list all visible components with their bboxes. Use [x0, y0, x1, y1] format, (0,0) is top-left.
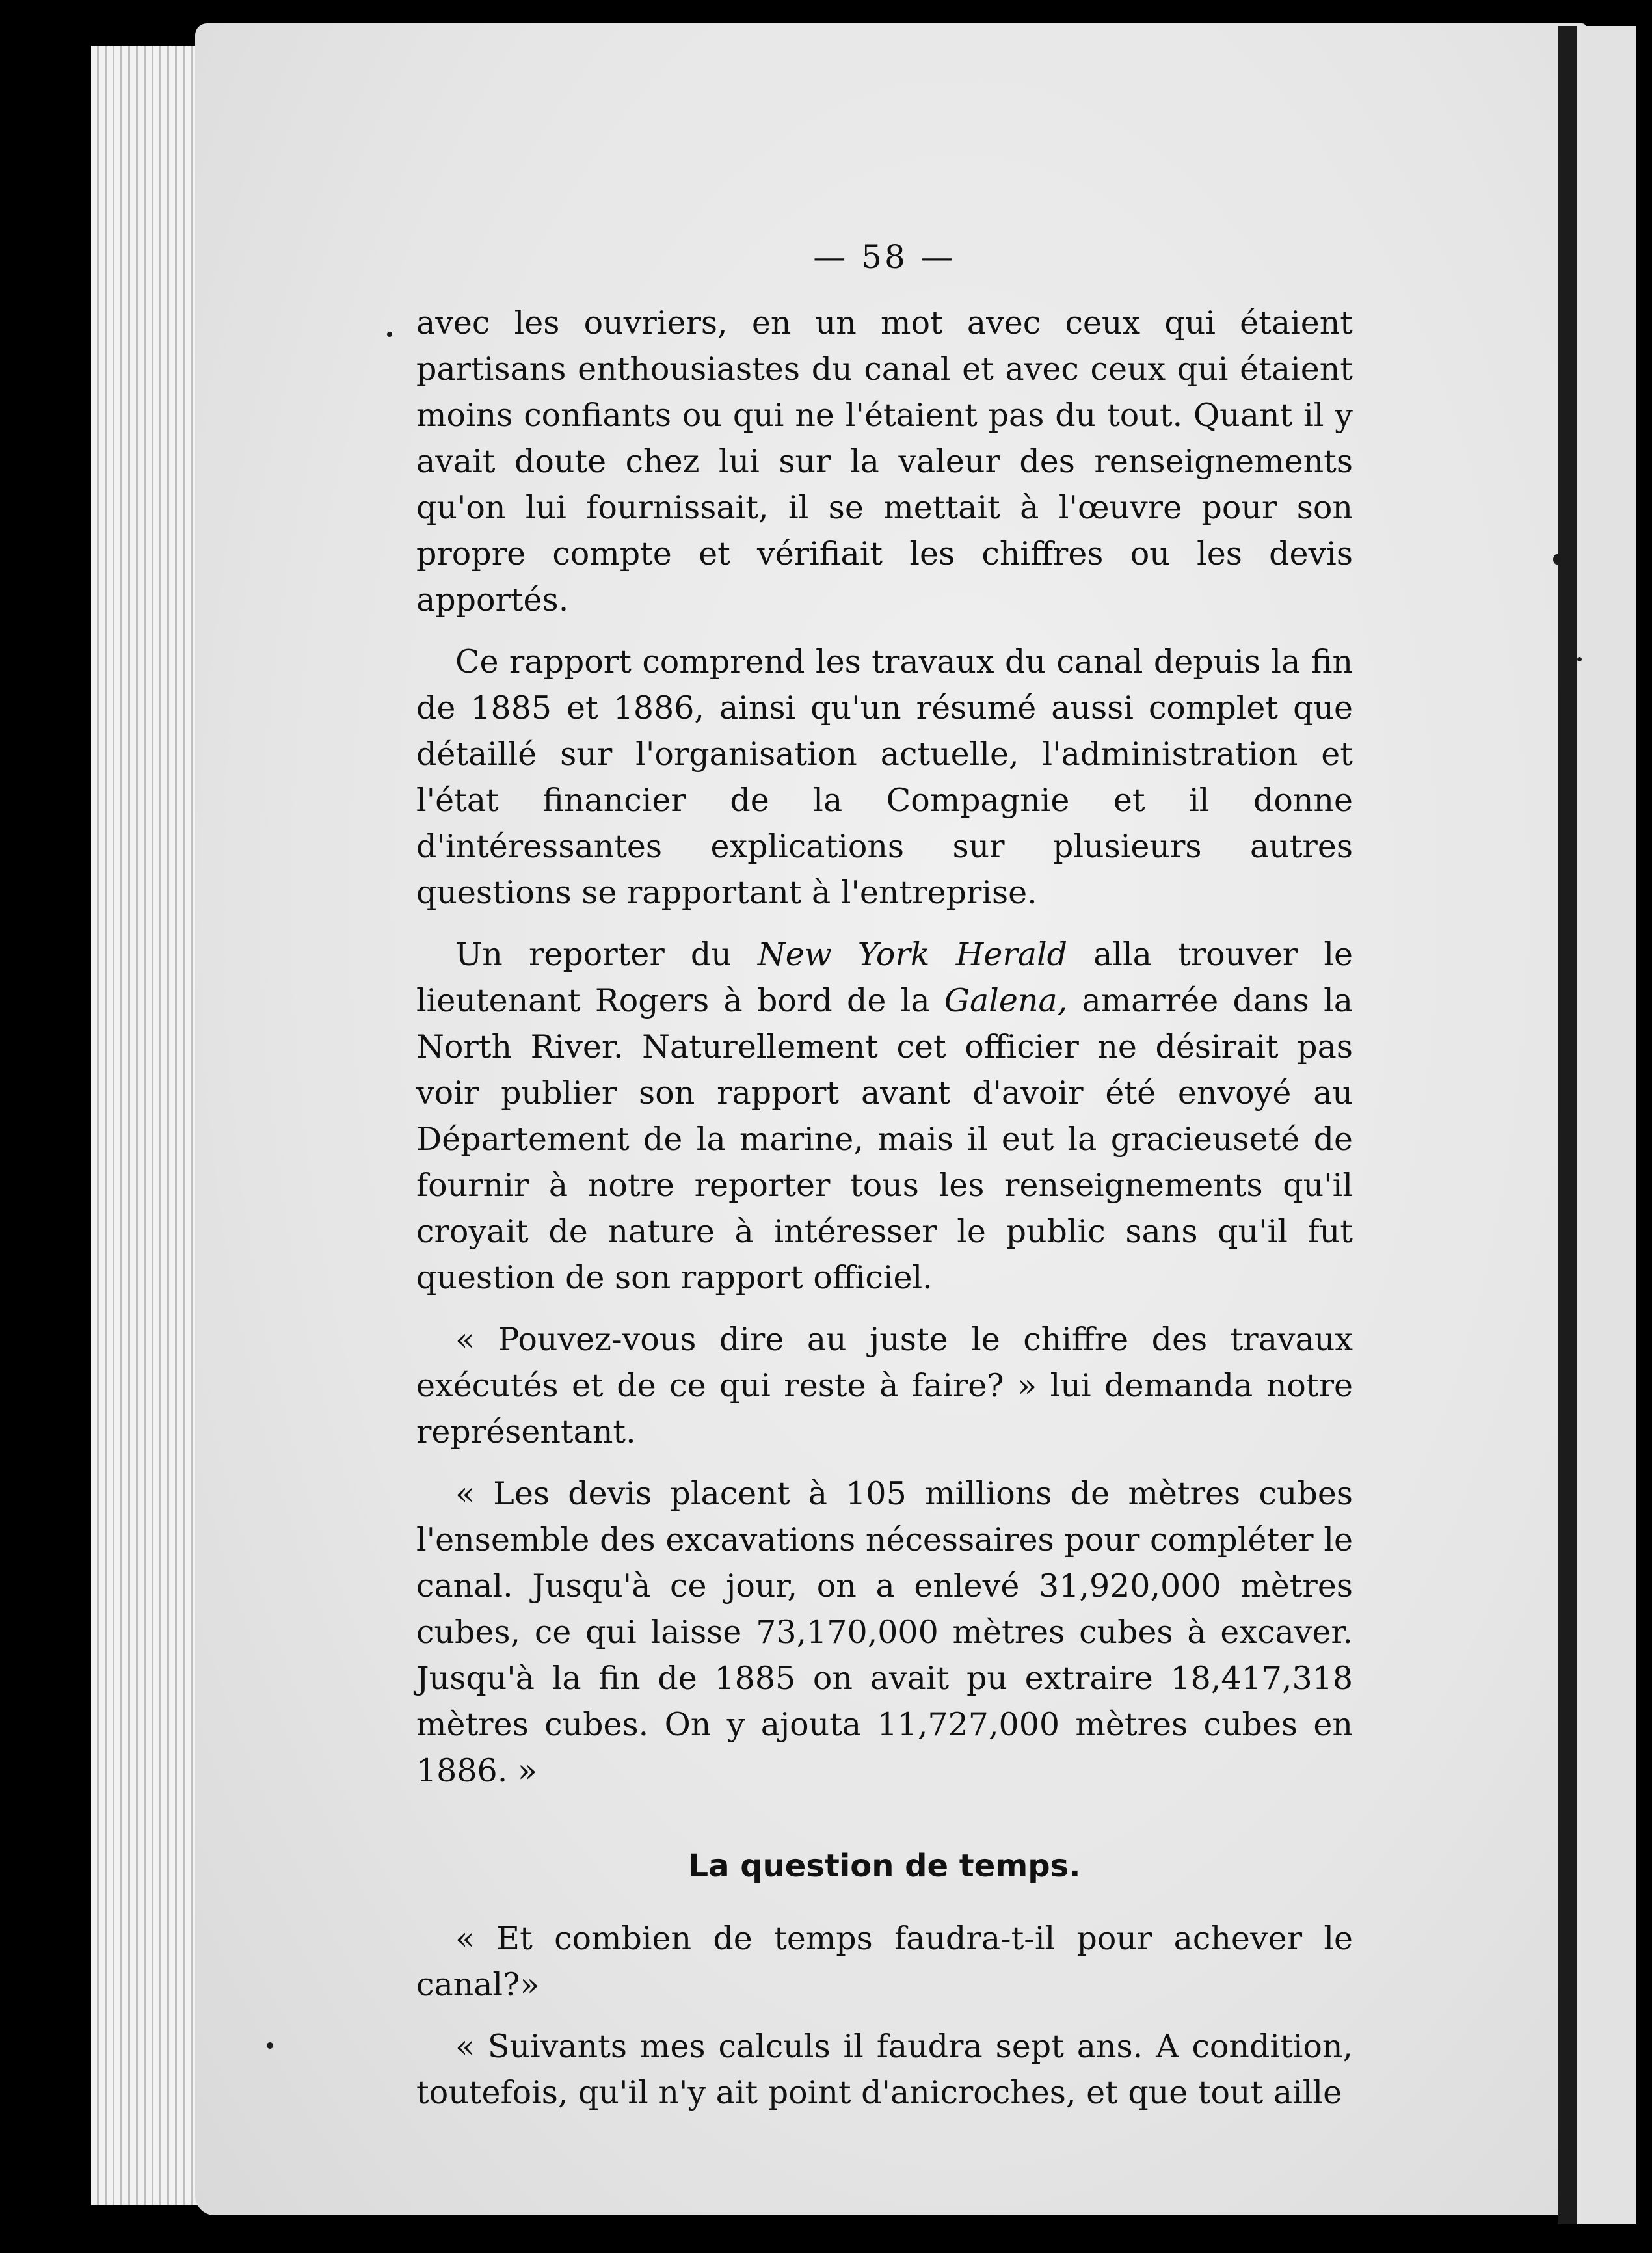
page-number: — 58 — — [813, 238, 956, 276]
paragraph-3 — [416, 931, 1353, 1301]
paragraph-1: avec les ouvriers, en un mot avec ceux qui étaient partisans enthousiastes du canal et avec ceux qui étaient moins confiants ou qui ne l'étaient pas du tout. Quant il y avait doute chez lui sur la valeur des renseignements qu'on lui fournissait, il se mettait à l'œuvre pour son propre compte et vérifiait les chiffres ou les devis apportés. — [416, 304, 1353, 619]
paragraph-7: « Suivants mes calculs il faudra sept ans. A condition, toutefois, qu'il n'y ait point d'anicroches, et que tout aille — [416, 2028, 1353, 2111]
ship-name: Galena, — [944, 982, 1068, 1019]
ink-speck — [1553, 554, 1561, 565]
ink-speck — [1577, 657, 1582, 661]
paragraph-5: « Les devis placent à 105 millions de mètres cubes l'ensemble des excavations nécessaires pour compléter le canal. Jusqu'à ce jour, on a enlevé 31,920,000 mètres cubes, ce qui laisse 73,170,000 mètres cubes à excaver. Jusqu'à la fin de 1885 on avait pu extraire 18,417,318 mètres cubes. On y ajouta 11,727,000 mètres cubes en 1886. » — [416, 1475, 1353, 1789]
paragraph-3-start: Un reporter du — [455, 936, 758, 973]
paragraph-2: Ce rapport comprend les travaux du canal depuis la fin de 1885 et 1886, ainsi qu'un résumé aussi complet que détaillé sur l'organisation actuelle, l'administration et l'état financier de la Compagnie et il donne d'intéressantes explications sur plusieurs autres questions se rapportant à l'entreprise. — [416, 643, 1353, 911]
paragraph-3-end: amarrée dans la North River. Naturellement cet officier ne désirait pas voir publier son rapport avant d'avoir été envoyé au Département de la marine, mais il eut la gracieuseté de fournir à notre reporter tous les renseignements qu'il croyait de nature à intéresser le public sans qu'il fut question de son rapport officiel. — [416, 982, 1353, 1296]
paragraph-4: « Pouvez-vous dire au juste le chiffre des travaux exécutés et de ce qui reste à faire? » lui demanda notre représentant. — [416, 1321, 1353, 1450]
newspaper-title: New York Herald — [757, 936, 1067, 973]
paragraph-3-middle: alla trouver le lieutenant Rogers à bord de la — [416, 936, 1353, 1019]
page-text — [416, 234, 1353, 2131]
paragraph-6: « Et combien de temps faudra-t-il pour achever le canal?» — [416, 1920, 1353, 2003]
section-heading: La question de temps. — [688, 1848, 1081, 1884]
facing-page-edge — [1577, 26, 1636, 2224]
ink-speck — [267, 2042, 273, 2049]
book-spine-shadow — [1558, 26, 1577, 2224]
ink-speck — [387, 332, 392, 337]
